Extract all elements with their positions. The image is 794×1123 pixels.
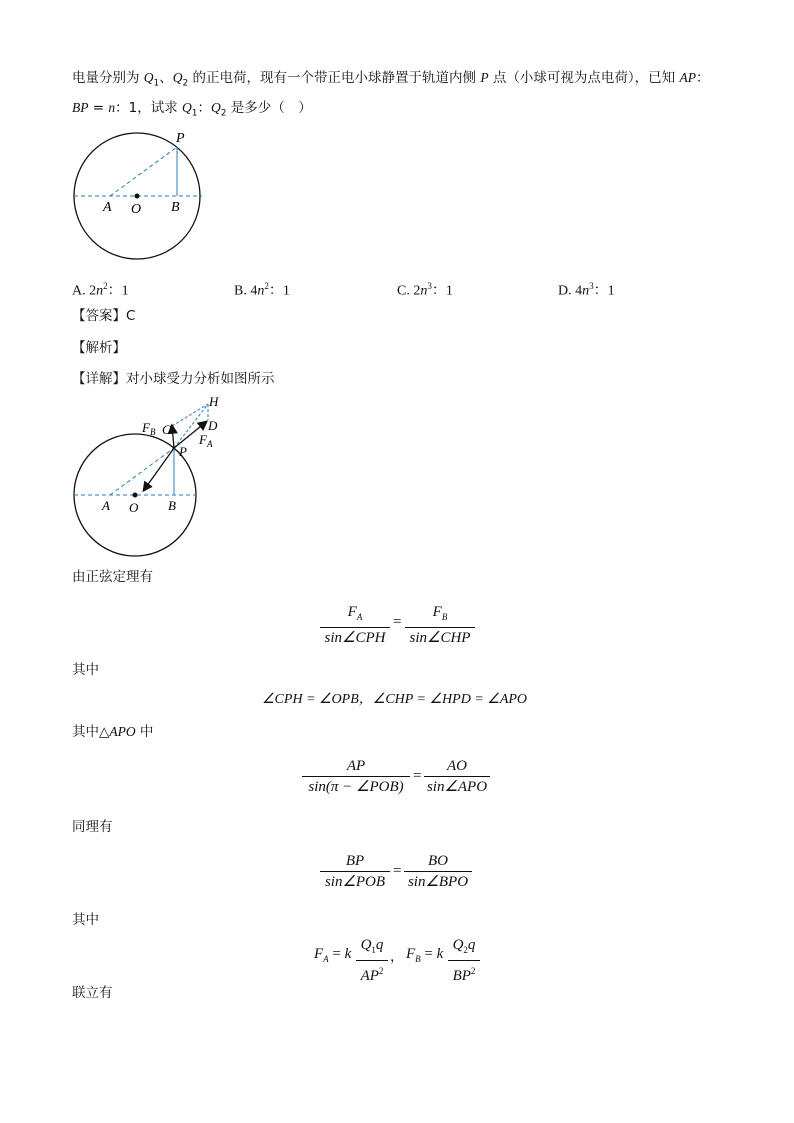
eq5-fb: F bbox=[406, 946, 416, 962]
eq1-right-den: sin∠CHP bbox=[409, 630, 471, 646]
eq5-q1-q: q bbox=[375, 937, 384, 953]
label-a: A bbox=[103, 200, 112, 215]
q-text-c: 点（小球可视为点电荷），已知 bbox=[488, 70, 680, 86]
option-d-letter: D. bbox=[558, 283, 576, 299]
eq3-left-bar bbox=[302, 776, 410, 777]
eq5-bp: BP bbox=[452, 968, 471, 984]
eq5-comma: ， bbox=[390, 949, 404, 965]
eq5-frac-1 bbox=[356, 936, 388, 985]
option-c-coef: 2 bbox=[413, 283, 421, 299]
option-a-var: n bbox=[96, 283, 104, 299]
center-dot-2 bbox=[133, 493, 138, 498]
step-similarly: 同理有 bbox=[72, 819, 113, 835]
option-d-var: n bbox=[582, 283, 590, 299]
n-symbol: n bbox=[108, 100, 116, 115]
option-c-var: n bbox=[420, 283, 428, 299]
eq3-right-num: AO bbox=[447, 758, 467, 774]
q2b-sub: 2 bbox=[220, 108, 227, 119]
eq5-num1 bbox=[356, 936, 388, 959]
analysis-line bbox=[72, 338, 126, 358]
q-text-b: 的正电荷，现有一个带正电小球静置于轨道内侧 bbox=[188, 70, 481, 86]
option-d-exp: 3 bbox=[589, 281, 594, 291]
eq1-right-num bbox=[405, 603, 475, 626]
option-d-tail: ：1 bbox=[593, 283, 615, 299]
q2b-symbol: Q bbox=[211, 100, 221, 115]
q-sep: 、 bbox=[159, 70, 173, 86]
option-c-letter: C. bbox=[397, 283, 414, 299]
q-text-e: 是多少（ ） bbox=[226, 100, 312, 116]
label-b-2: B bbox=[168, 498, 176, 513]
q-colon-2: ： bbox=[197, 100, 212, 116]
answer-line bbox=[72, 306, 135, 326]
eq3-equals: = bbox=[413, 768, 422, 784]
eq5-den2 bbox=[448, 962, 480, 985]
segment-ch bbox=[172, 404, 208, 426]
eq1-left-num bbox=[320, 603, 390, 626]
eq5-den1 bbox=[356, 962, 388, 985]
step-combine: 联立有 bbox=[72, 985, 113, 1001]
eq5-q2-q: q bbox=[467, 937, 476, 953]
eq5-k1: k bbox=[344, 946, 352, 962]
option-b-exp: 2 bbox=[264, 281, 269, 291]
eq5-bar2 bbox=[448, 960, 480, 961]
label-d: D bbox=[208, 418, 218, 433]
eq1-left-den: sin∠CPH bbox=[324, 630, 386, 646]
eq1-right-fraction bbox=[405, 603, 475, 647]
step-where-2: 其中 bbox=[72, 912, 99, 928]
eq4-left-den: sin∠POB bbox=[324, 874, 386, 890]
option-b-var: n bbox=[257, 283, 265, 299]
eq5-fa-lhs: $F_A = k$ bbox=[314, 946, 352, 964]
detail-text: 对小球受力分析如图所示 bbox=[126, 371, 275, 387]
eq5-fa: F bbox=[314, 946, 324, 962]
eq1-equals: = bbox=[393, 614, 402, 630]
eq3-left-den: sin(π − ∠POB) bbox=[308, 779, 404, 795]
ap-symbol: AP bbox=[679, 70, 696, 85]
eq1-left-fraction bbox=[320, 603, 390, 647]
eq1-left-bar bbox=[320, 627, 390, 628]
q1b-sub: 1 bbox=[191, 108, 198, 119]
eq1-fb-sub: B bbox=[441, 612, 448, 622]
eq5-bar1 bbox=[356, 960, 388, 961]
q1b-symbol: Q bbox=[182, 100, 192, 115]
label-b: B bbox=[171, 200, 180, 215]
option-b[interactable] bbox=[234, 276, 290, 302]
eq5-frac-2 bbox=[448, 936, 480, 985]
segment-ap bbox=[110, 147, 177, 196]
eq5-ap-sup: 2 bbox=[378, 966, 384, 976]
option-b-coef: 4 bbox=[250, 283, 258, 299]
q2-symbol: Q bbox=[172, 70, 183, 85]
q1-symbol: Q bbox=[143, 70, 154, 85]
q-eq: = bbox=[88, 100, 109, 116]
eq4-left-bar bbox=[320, 871, 390, 872]
eq5-fb-sub: B bbox=[415, 954, 421, 964]
q-text-a: 电量分别为 bbox=[72, 70, 144, 86]
option-d-coef: 4 bbox=[575, 283, 583, 299]
eq1-fb: F bbox=[432, 604, 442, 620]
detail-line bbox=[72, 369, 275, 389]
option-b-letter: B. bbox=[234, 283, 251, 299]
eq1-right-bar bbox=[405, 627, 475, 628]
label-p-2: P bbox=[179, 444, 187, 459]
option-a-coef: 2 bbox=[89, 283, 97, 299]
eq3-left-num: AP bbox=[346, 758, 366, 774]
label-o-2: O bbox=[129, 500, 139, 515]
force-fb-arrow bbox=[172, 426, 174, 448]
answer-tag: 【答案】 bbox=[72, 308, 126, 324]
label-fa: $F_A$ bbox=[199, 432, 213, 449]
label-fb: $F_B$ bbox=[142, 420, 156, 437]
eq4-right-fraction bbox=[404, 852, 472, 891]
label-o: O bbox=[131, 202, 142, 217]
step3-b: 中 bbox=[135, 724, 154, 740]
center-dot bbox=[135, 194, 140, 199]
eq5-bp-sup: 2 bbox=[470, 966, 476, 976]
equation-2: ∠CPH = ∠OPB，∠CHP = ∠HPD = ∠APO bbox=[262, 692, 528, 707]
option-d[interactable] bbox=[558, 276, 615, 302]
option-c-exp: 3 bbox=[427, 281, 432, 291]
eq4-right-bar bbox=[404, 871, 472, 872]
option-a-exp: 2 bbox=[103, 281, 108, 291]
eq5-q2-sub: 2 bbox=[463, 945, 468, 955]
q2-sub: 2 bbox=[182, 78, 189, 89]
label-h: H bbox=[209, 394, 219, 409]
eq3-right-fraction bbox=[424, 757, 490, 796]
p-symbol: P bbox=[480, 70, 489, 85]
label-a-2: A bbox=[102, 498, 110, 513]
eq1-fa-sub: A bbox=[356, 612, 363, 622]
segment-ap-2 bbox=[110, 448, 174, 495]
eq5-num2 bbox=[448, 936, 480, 959]
eq4-right-num: BO bbox=[428, 853, 448, 869]
eq5-q2: Q bbox=[452, 937, 464, 953]
analysis-tag: 【解析】 bbox=[72, 340, 126, 356]
label-c: C bbox=[162, 422, 171, 437]
step3-apo: APO bbox=[109, 724, 136, 739]
eq3-right-bar bbox=[424, 776, 490, 777]
step-in-triangle bbox=[72, 722, 153, 742]
option-a[interactable] bbox=[72, 276, 129, 302]
resultant-arrow bbox=[144, 448, 174, 490]
q-text-d: ：1，试求 bbox=[115, 100, 183, 116]
eq5-q1-sub: 1 bbox=[371, 945, 376, 955]
eq4-left-num: BP bbox=[345, 853, 365, 869]
eq1-fa: F bbox=[347, 604, 357, 620]
eq4-equals: = bbox=[393, 863, 402, 879]
eq3-right-den: sin∠APO bbox=[426, 779, 488, 795]
figure-2-force-diagram bbox=[60, 392, 240, 564]
eq5-fa-sub: A bbox=[323, 954, 329, 964]
option-c[interactable] bbox=[397, 276, 453, 302]
q1-sub: 1 bbox=[153, 78, 160, 89]
eq5-ap: AP bbox=[360, 968, 379, 984]
label-p: P bbox=[176, 131, 185, 146]
figure-1-circle-diagram bbox=[60, 120, 220, 270]
option-b-tail: ：1 bbox=[268, 283, 290, 299]
eq5-q1: Q bbox=[360, 937, 372, 953]
option-a-letter: A. bbox=[72, 283, 90, 299]
q-colon: ： bbox=[695, 70, 710, 86]
option-a-tail: ：1 bbox=[107, 283, 129, 299]
eq4-right-den: sin∠BPO bbox=[407, 874, 469, 890]
eq5-k2: k bbox=[436, 946, 444, 962]
step3-a: 其中△ bbox=[72, 724, 110, 740]
detail-tag: 【详解】 bbox=[72, 371, 126, 387]
eq3-left-fraction bbox=[302, 757, 410, 796]
step-where-1: 其中 bbox=[72, 662, 99, 678]
option-c-tail: ：1 bbox=[431, 283, 453, 299]
bp-symbol: BP bbox=[72, 100, 89, 115]
eq4-left-fraction bbox=[320, 852, 390, 891]
step-sine-rule: 由正弦定理有 bbox=[72, 569, 153, 585]
answer-value: C bbox=[126, 308, 136, 324]
eq5-fb-lhs: $F_B = k$ bbox=[406, 946, 444, 964]
question-line-1 bbox=[72, 68, 709, 94]
